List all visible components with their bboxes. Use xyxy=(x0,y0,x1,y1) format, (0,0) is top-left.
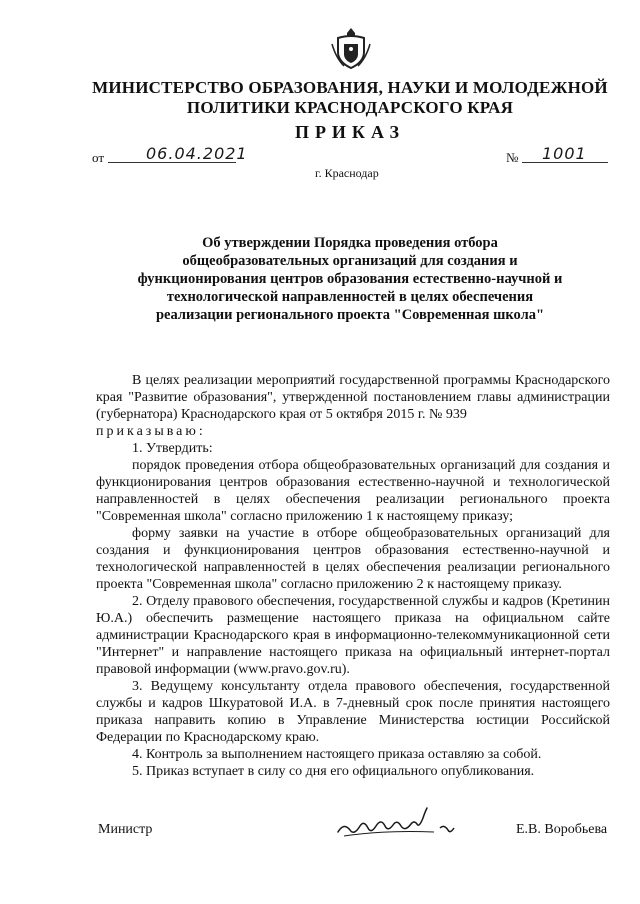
order-number: 1001 xyxy=(542,144,587,163)
handwritten-signature xyxy=(330,806,470,846)
order-body xyxy=(96,372,610,780)
order-subject: Об утверждении Порядка проведения отбора общеобразовательных организаций для создания и функционирования центров образования естественно-научной и технологической направленностей в целях обеспечения реализации регионального проекта "Современная школа" xyxy=(137,235,563,323)
item-2: 2. Отделу правового обеспечения, государственной службы и кадров (Кретинин Ю.А.) обеспечить размещение настоящего приказа на официальном сайте администрации Краснодарского края в информационно-телекоммуникационной сети "Интернет" и направление настоящего приказа на официальный интернет-портал правовой информации (www.pravo.gov.ru). xyxy=(96,594,610,677)
signer-title: Министр xyxy=(98,822,153,837)
orders-word: приказываю: xyxy=(96,424,206,439)
item-1: 1. Утвердить: xyxy=(132,441,213,456)
signer-name: Е.В. Воробьева xyxy=(516,822,608,837)
intro-paragraph: В целях реализации мероприятий государственной программы Краснодарского края "Развитие образования", утвержденной постановлением главы администрации (губернатора) Краснодарского края от 5 октября 2015 г. № 939 xyxy=(96,373,610,422)
date-label: от xyxy=(92,150,105,165)
order-title: ПРИКАЗ xyxy=(294,122,406,142)
item-5: 5. Приказ вступает в силу со дня его официального опубликования. xyxy=(132,764,535,779)
city: г. Краснодар xyxy=(315,166,379,180)
item-4: 4. Контроль за выполнением настоящего приказа оставляю за собой. xyxy=(132,747,542,762)
ministry-name: МИНИСТЕРСТВО ОБРАЗОВАНИЯ, НАУКИ И МОЛОДЕЖНОЙ ПОЛИТИКИ КРАСНОДАРСКОГО КРАЯ xyxy=(92,78,608,117)
number-label: № xyxy=(506,150,519,165)
item-3: 3. Ведущему консультанту отдела правового обеспечения, государственной службы и кадров Шкуратовой И.А. в 7-дневный срок после принятия настоящего приказа направить копию в Управление Министерства юстиции Российской Федерации по Краснодарскому краю. xyxy=(96,679,610,745)
coat-of-arms-icon xyxy=(330,26,372,72)
item-1a: порядок проведения отбора общеобразовательных организаций для создания и функционирования центров образования естественно-научной и технологической направленностей в целях обеспечения реализации регионального проекта "Современная школа" согласно приложению 1 к настоящему приказу; xyxy=(96,458,610,524)
order-date: 06.04.2021 xyxy=(146,144,248,163)
item-1b: форму заявки на участие в отборе общеобразовательных организаций для создания и функционирования центров образования естественно-научной и технологической направленностей в целях обеспечения реализации регионального проекта "Современная школа" согласно приложению 2 к настоящему приказу. xyxy=(96,526,610,592)
